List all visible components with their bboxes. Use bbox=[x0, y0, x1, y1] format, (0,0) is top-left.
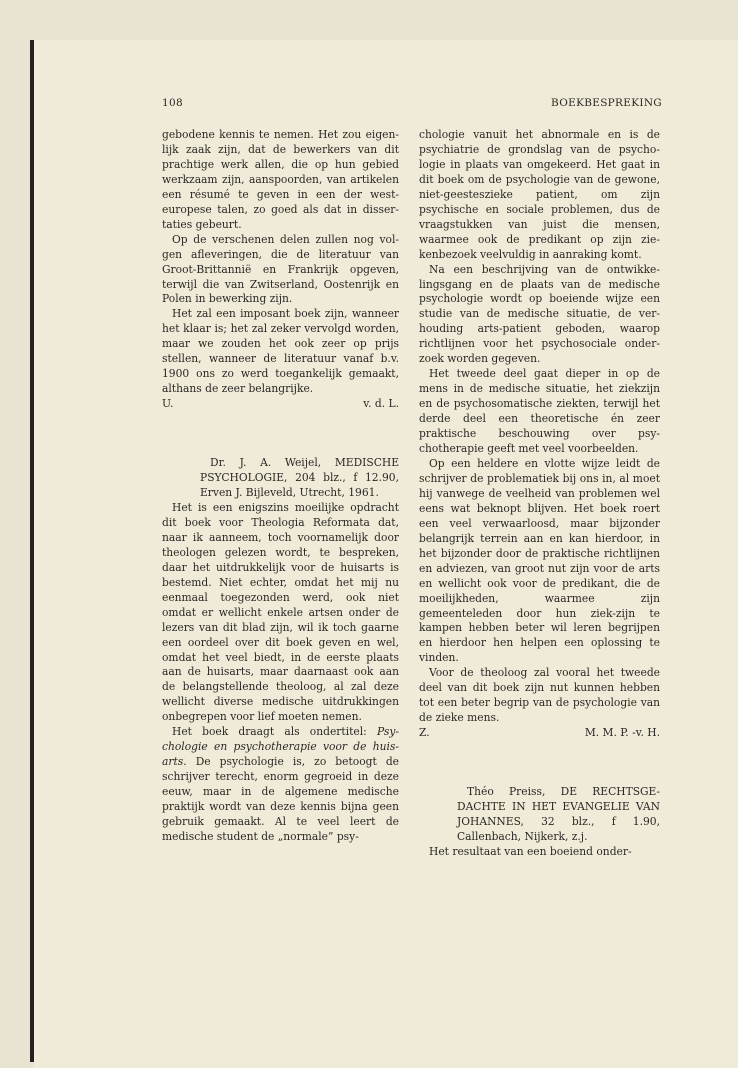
review-heading: Dr. J. A. Weijel, MEDISCHE PSYCHOLOGIE, 204 blz., f 12.90, Erven J. Bijleveld, Utrecht, 1961. bbox=[200, 456, 399, 500]
signature-author: v. d. L. bbox=[363, 397, 399, 411]
paragraph bbox=[162, 725, 399, 845]
page-number: 108 bbox=[162, 97, 183, 109]
paragraph: gebodene kennis te nemen. Het zou eigenlijk zaak zijn, dat de bewerkers van dit prachtige werk allen, die op hun gebied werkzaam zijn, aanspoorden, van artikelen een résumé te geven in een der westeuropese talen, zo goed als dat in dissertaties gebeurt. bbox=[162, 128, 399, 231]
paragraph-rest: De psychologie is, zo betoogt de schrijver terecht, enorm gegroeid in deze eeuw, maar in de algemene medische praktijk wordt van deze kennis bijna geen gebruik gemaakt. Al te veel leert de medische student de „normale” psy- bbox=[162, 755, 399, 843]
paragraph: Het tweede deel gaat dieper in op de mens in de medische situatie, het ziekzijn en de psychosomatische ziekten, terwijl het derde deel een theoretische én zeer praktische beschouwing over psychotherapie geeft met veel voorbeelden. bbox=[419, 367, 660, 456]
subtitle-italic: Psychologie en psychotherapie voor de huisarts. bbox=[162, 725, 399, 769]
review-signature bbox=[419, 726, 660, 741]
paragraph: chologie vanuit het abnormale en is de psychiatrie de grondslag van de psychologie in plaats van omgekeerd. Het gaat in dit boek om de psychologie van de gewone, niet-geesteszieke patient, om zijn psychische en sociale problemen, dus de vraagstukken van juist die mensen, waarmee ook de predikant op zijn ziekenbezoek veelvuldig in aanraking komt. bbox=[419, 128, 660, 261]
paragraph: Op een heldere en vlotte wijze leidt de schrijver de problematiek bij ons in, al moet hij vanwege de veelheid van problemen wel eens wat beknopt blijven. Het boek roert een veel verwaarloosd, maar bijzonder belangrijk terrein aan en kan hierdoor, in het bijzonder door de praktische richtlijnen en adviezen, van groot nut zijn voor de arts en wellicht ook voor de predikant, die de moeilijkheden, waarmee zijn gemeenteleden door hun ziek-zijn te kampen hebben beter wil leren begrijpen en hierdoor hen helpen een oplossing te vinden. bbox=[419, 456, 660, 665]
signature-initial: U. bbox=[162, 397, 174, 411]
paragraph: Voor de theoloog zal vooral het tweede deel van dit boek zijn nut kunnen hebben tot een beter begrip van de psychologie van de zieke mens. bbox=[419, 666, 660, 725]
signature-author: M. M. P. -v. H. bbox=[584, 726, 660, 740]
paragraph: Op de verschenen delen zullen nog volgen afleveringen, die de literatuur van Groot-Brittannië en Frankrijk opgeven, terwijl die van Zwitserland, Oostenrijk en Polen in bewerking zijn. bbox=[162, 232, 399, 306]
paragraph: Het is een enigszins moeilijke opdracht dit boek voor Theologia Reformata dat, naar ik aanneem, toch voornamelijk door theologen gelezen wordt, te bespreken, daar het uitdrukkelijk voor de huisarts is bestemd. Niet echter, omdat het mij nu eenmaal toegezonden werd, ook niet omdat er wellicht enkele artsen onder de lezers van dit blad zijn, wil ik toch gaarne een oordeel over dit boek geven en wel, omdat het veel biedt, in de eerste plaats aan de huisarts, maar daarnaast ook aan de belangstellende theoloog, al zal deze wellicht diverse medische uitdrukkingen onbegrepen voor lief moeten nemen. bbox=[162, 500, 399, 724]
signature-initial: Z. bbox=[419, 726, 430, 740]
review-heading: Théo Preiss, DE RECHTSGEDACHTE IN HET EVANGELIE VAN JOHANNES, 32 blz., f 1.90, Callenbach, Nijkerk, z.j. bbox=[457, 785, 660, 843]
left-column bbox=[162, 128, 399, 845]
paragraph: Het zal een imposant boek zijn, wanneer het klaar is; het zal zeker vervolgd worden, maar we zouden het ook zeer op prijs stellen, wanneer de literatuur vanaf b.v. 1900 ons zo werd toegankelijk gemaakt, althans de zeer belangrijke. bbox=[162, 307, 399, 396]
page-header bbox=[162, 97, 662, 113]
review-signature bbox=[162, 397, 399, 412]
paragraph: Het resultaat van een boeiend onder- bbox=[429, 844, 632, 858]
running-title: BOEKBESPREKING bbox=[550, 97, 662, 109]
right-column bbox=[419, 128, 660, 860]
paragraph: Na een beschrijving van de ontwikkelingsgang en de plaats van de medische psychologie wordt op boeiende wijze een studie van de medische situatie, de verhouding arts-patient geboden, waarop richtlijnen voor het psychosociale onderzoek worden gegeven. bbox=[419, 262, 660, 366]
paragraph-start: Het boek draagt als ondertitel: bbox=[172, 725, 377, 739]
